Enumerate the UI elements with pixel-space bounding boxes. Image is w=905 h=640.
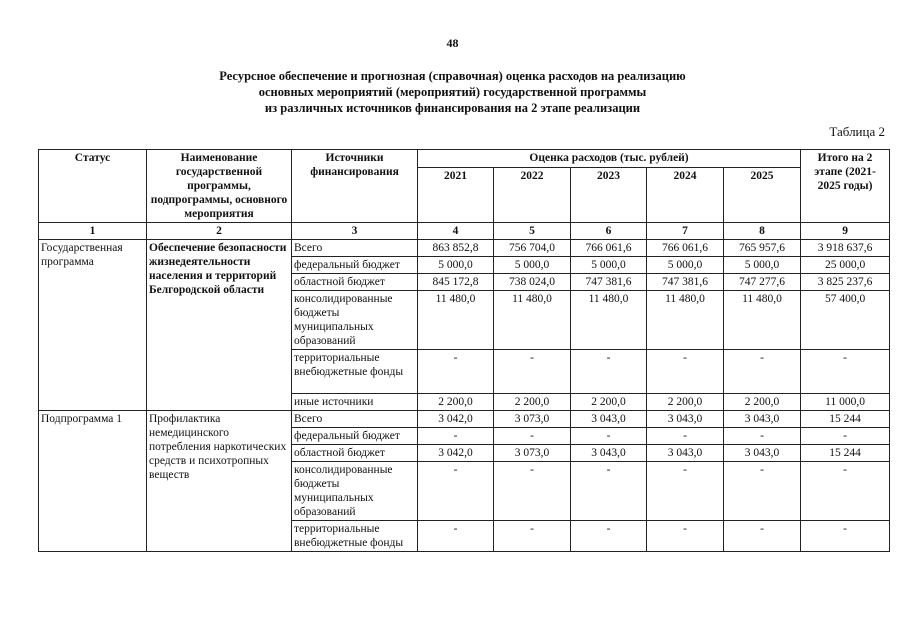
value-cell: 2 200,0 xyxy=(494,394,571,411)
value-cell: - xyxy=(647,428,724,445)
total-cell: - xyxy=(801,521,890,552)
value-cell: - xyxy=(571,521,647,552)
value-cell: 5 000,0 xyxy=(494,257,571,274)
table-label: Таблица 2 xyxy=(829,124,885,139)
value-cell: - xyxy=(647,462,724,521)
total-cell: - xyxy=(801,462,890,521)
value-cell: 11 480,0 xyxy=(647,291,724,350)
value-cell: 747 277,6 xyxy=(724,274,801,291)
value-cell: 3 043,0 xyxy=(724,445,801,462)
header-year: 2025 xyxy=(724,168,801,223)
source-cell: Всего xyxy=(292,240,418,257)
value-cell: 766 061,6 xyxy=(571,240,647,257)
value-cell: 3 042,0 xyxy=(418,411,494,428)
value-cell: - xyxy=(418,521,494,552)
value-cell: 11 480,0 xyxy=(418,291,494,350)
value-cell: 766 061,6 xyxy=(647,240,724,257)
value-cell: 738 024,0 xyxy=(494,274,571,291)
source-cell: территориальные внебюджетные фонды xyxy=(292,521,418,552)
value-cell: 2 200,0 xyxy=(418,394,494,411)
value-cell: 765 957,6 xyxy=(724,240,801,257)
header-estimate: Оценка расходов (тыс. рублей) xyxy=(418,150,801,168)
header-year: 2024 xyxy=(647,168,724,223)
total-cell: 57 400,0 xyxy=(801,291,890,350)
header-sources: Источники финансирования xyxy=(292,150,418,223)
value-cell: - xyxy=(418,462,494,521)
value-cell: - xyxy=(418,428,494,445)
total-cell: 3 918 637,6 xyxy=(801,240,890,257)
value-cell: 863 852,8 xyxy=(418,240,494,257)
value-cell: 3 043,0 xyxy=(724,411,801,428)
source-cell: федеральный бюджет xyxy=(292,428,418,445)
total-cell: 3 825 237,6 xyxy=(801,274,890,291)
header-year: 2021 xyxy=(418,168,494,223)
value-cell: 3 073,0 xyxy=(494,411,571,428)
header-year: 2023 xyxy=(571,168,647,223)
value-cell: 5 000,0 xyxy=(647,257,724,274)
value-cell: - xyxy=(724,462,801,521)
title-line: из различных источников финансирования на 2 этапе реализации xyxy=(264,101,641,115)
column-number: 7 xyxy=(647,223,724,240)
value-cell: 3 043,0 xyxy=(647,411,724,428)
value-cell: - xyxy=(418,350,494,394)
header-total: Итого на 2 этапе (2021-2025 годы) xyxy=(801,150,890,223)
value-cell: - xyxy=(494,428,571,445)
title-line: Ресурсное обеспечение и прогнозная (справочная) оценка расходов на реализацию xyxy=(219,69,686,83)
value-cell: - xyxy=(571,462,647,521)
value-cell: 2 200,0 xyxy=(571,394,647,411)
document-title xyxy=(60,68,845,116)
value-cell: 5 000,0 xyxy=(571,257,647,274)
value-cell: 11 480,0 xyxy=(571,291,647,350)
source-cell: Всего xyxy=(292,411,418,428)
total-cell: 25 000,0 xyxy=(801,257,890,274)
source-cell: областной бюджет xyxy=(292,445,418,462)
value-cell: 3 043,0 xyxy=(571,411,647,428)
value-cell: 747 381,6 xyxy=(571,274,647,291)
value-cell: - xyxy=(647,350,724,394)
source-cell: консолидированные бюджеты муниципальных образований xyxy=(292,462,418,521)
value-cell: 756 704,0 xyxy=(494,240,571,257)
value-cell: - xyxy=(647,521,724,552)
column-number: 9 xyxy=(801,223,890,240)
header-name: Наименование государственной программы, подпрограммы, основного мероприятия xyxy=(147,150,292,223)
total-cell: 11 000,0 xyxy=(801,394,890,411)
source-cell: иные источники xyxy=(292,394,418,411)
total-cell: - xyxy=(801,350,890,394)
value-cell: - xyxy=(724,350,801,394)
value-cell: - xyxy=(571,428,647,445)
value-cell: 11 480,0 xyxy=(724,291,801,350)
column-number: 6 xyxy=(571,223,647,240)
value-cell: 3 042,0 xyxy=(418,445,494,462)
source-cell: областной бюджет xyxy=(292,274,418,291)
value-cell: 5 000,0 xyxy=(724,257,801,274)
budget-table xyxy=(38,149,890,552)
value-cell: 3 043,0 xyxy=(571,445,647,462)
source-cell: территориальные внебюджетные фонды xyxy=(292,350,418,394)
column-number: 5 xyxy=(494,223,571,240)
header-status: Статус xyxy=(39,150,147,223)
value-cell: 3 073,0 xyxy=(494,445,571,462)
title-line: основных мероприятий (мероприятий) государственной программы xyxy=(258,85,647,99)
name-cell: Профилактика немедицинского потребления наркотических средств и психотропных веществ xyxy=(147,411,292,552)
status-cell: Государственная программа xyxy=(39,240,147,411)
column-number: 2 xyxy=(147,223,292,240)
status-cell: Подпрограмма 1 xyxy=(39,411,147,552)
value-cell: - xyxy=(494,462,571,521)
value-cell: 11 480,0 xyxy=(494,291,571,350)
column-number: 3 xyxy=(292,223,418,240)
column-number-row xyxy=(39,223,890,240)
source-cell: консолидированные бюджеты муниципальных образований xyxy=(292,291,418,350)
header-year: 2022 xyxy=(494,168,571,223)
value-cell: - xyxy=(571,350,647,394)
value-cell: - xyxy=(494,521,571,552)
value-cell: 3 043,0 xyxy=(647,445,724,462)
total-cell: 15 244 xyxy=(801,411,890,428)
column-number: 1 xyxy=(39,223,147,240)
value-cell: 2 200,0 xyxy=(647,394,724,411)
value-cell: - xyxy=(724,521,801,552)
table-row xyxy=(39,240,890,257)
value-cell: 2 200,0 xyxy=(724,394,801,411)
total-cell: - xyxy=(801,428,890,445)
value-cell: - xyxy=(494,350,571,394)
value-cell: 747 381,6 xyxy=(647,274,724,291)
page-number: 48 xyxy=(446,36,459,50)
total-cell: 15 244 xyxy=(801,445,890,462)
value-cell: - xyxy=(724,428,801,445)
table-row xyxy=(39,411,890,428)
source-cell: федеральный бюджет xyxy=(292,257,418,274)
column-number: 8 xyxy=(724,223,801,240)
name-cell: Обеспечение безопасности жизнедеятельности населения и территорий Белгородской области xyxy=(147,240,292,411)
value-cell: 845 172,8 xyxy=(418,274,494,291)
value-cell: 5 000,0 xyxy=(418,257,494,274)
column-number: 4 xyxy=(418,223,494,240)
